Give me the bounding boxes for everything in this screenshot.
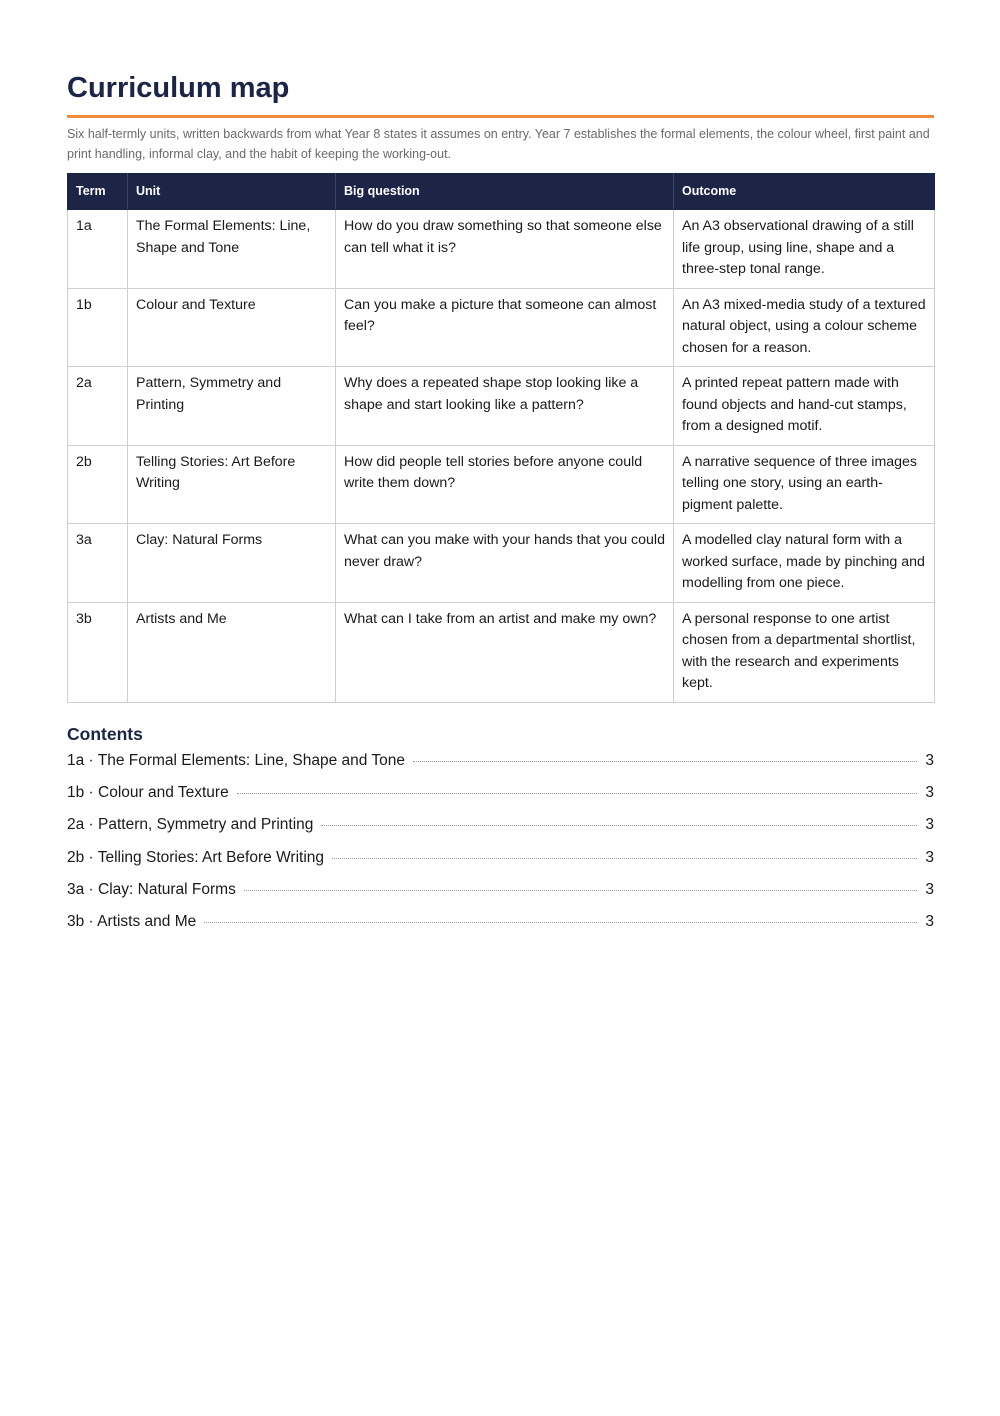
cell-question: Can you make a picture that someone can almost feel? bbox=[336, 288, 674, 367]
cell-question: Why does a repeated shape stop looking like a shape and start looking like a pattern? bbox=[336, 367, 674, 446]
table-header-row bbox=[68, 174, 935, 210]
toc-leader-dots bbox=[204, 922, 917, 923]
cell-unit: Artists and Me bbox=[128, 602, 336, 702]
toc-entry[interactable] bbox=[67, 881, 934, 913]
cell-term: 3b bbox=[68, 602, 128, 702]
cell-unit: Telling Stories: Art Before Writing bbox=[128, 445, 336, 524]
cell-outcome: A narrative sequence of three images telling one story, using an earth-pigment palette. bbox=[674, 445, 935, 524]
cell-unit: The Formal Elements: Line, Shape and Tone bbox=[128, 210, 336, 289]
toc-page-number: 3 bbox=[925, 848, 934, 866]
toc-page-number: 3 bbox=[925, 816, 934, 834]
curriculum-table bbox=[67, 173, 935, 703]
toc-entry-label: 2b · Telling Stories: Art Before Writing bbox=[67, 848, 325, 866]
intro-paragraph: Six half-termly units, written backwards from what Year 8 states it assumes on entry. Year 7 establishes the formal elements, the colour wheel, first paint and print handling, informal clay, and the habit of keeping the working-out. bbox=[67, 127, 930, 161]
toc-entry[interactable] bbox=[67, 913, 934, 945]
cell-outcome: An A3 observational drawing of a still life group, using line, shape and a three-step tonal range. bbox=[674, 210, 935, 289]
toc-page-number: 3 bbox=[925, 881, 934, 899]
header-unit: Unit bbox=[128, 174, 336, 210]
cell-question: What can I take from an artist and make my own? bbox=[336, 602, 674, 702]
table-row bbox=[68, 524, 935, 603]
toc-leader-dots bbox=[244, 890, 918, 891]
cell-term: 1b bbox=[68, 288, 128, 367]
toc-entry-label: 3b · Artists and Me bbox=[67, 913, 197, 931]
toc-leader-dots bbox=[321, 825, 917, 826]
toc-entry-label: 3a · Clay: Natural Forms bbox=[67, 881, 236, 899]
cell-question: What can you make with your hands that you could never draw? bbox=[336, 524, 674, 603]
table-of-contents bbox=[67, 752, 934, 946]
toc-entry[interactable] bbox=[67, 816, 934, 848]
header-outcome: Outcome bbox=[674, 174, 935, 210]
toc-page-number: 3 bbox=[925, 783, 934, 801]
toc-page-number: 3 bbox=[925, 913, 934, 931]
cell-term: 2a bbox=[68, 367, 128, 446]
table-row bbox=[68, 288, 935, 367]
cell-outcome: A printed repeat pattern made with found objects and hand-cut stamps, from a designed motif. bbox=[674, 367, 935, 446]
toc-entry[interactable] bbox=[67, 849, 934, 881]
header-big-question: Big question bbox=[336, 174, 674, 210]
toc-entry-label: 1a · The Formal Elements: Line, Shape and Tone bbox=[67, 751, 406, 769]
cell-unit: Clay: Natural Forms bbox=[128, 524, 336, 603]
cell-term: 3a bbox=[68, 524, 128, 603]
table-row bbox=[68, 367, 935, 446]
toc-leader-dots bbox=[413, 761, 917, 762]
table-row bbox=[68, 602, 935, 702]
toc-entry[interactable] bbox=[67, 784, 934, 816]
cell-question: How did people tell stories before anyone could write them down? bbox=[336, 445, 674, 524]
toc-leader-dots bbox=[237, 793, 918, 794]
toc-leader-dots bbox=[332, 858, 917, 859]
toc-page-number: 3 bbox=[925, 751, 934, 769]
toc-entry-label: 2a · Pattern, Symmetry and Printing bbox=[67, 816, 314, 834]
table-row bbox=[68, 445, 935, 524]
page-title: Curriculum map bbox=[67, 70, 934, 118]
cell-outcome: A personal response to one artist chosen from a departmental shortlist, with the research and experiments kept. bbox=[674, 602, 935, 702]
contents-heading: Contents bbox=[67, 723, 143, 744]
cell-term: 2b bbox=[68, 445, 128, 524]
table-row bbox=[68, 210, 935, 289]
header-term: Term bbox=[68, 174, 128, 210]
cell-unit: Colour and Texture bbox=[128, 288, 336, 367]
toc-entry-label: 1b · Colour and Texture bbox=[67, 783, 229, 801]
toc-entry[interactable] bbox=[67, 752, 934, 784]
cell-outcome: A modelled clay natural form with a worked surface, made by pinching and modelling from one piece. bbox=[674, 524, 935, 603]
cell-question: How do you draw something so that someone else can tell what it is? bbox=[336, 210, 674, 289]
cell-outcome: An A3 mixed-media study of a textured natural object, using a colour scheme chosen for a reason. bbox=[674, 288, 935, 367]
cell-term: 1a bbox=[68, 210, 128, 289]
cell-unit: Pattern, Symmetry and Printing bbox=[128, 367, 336, 446]
